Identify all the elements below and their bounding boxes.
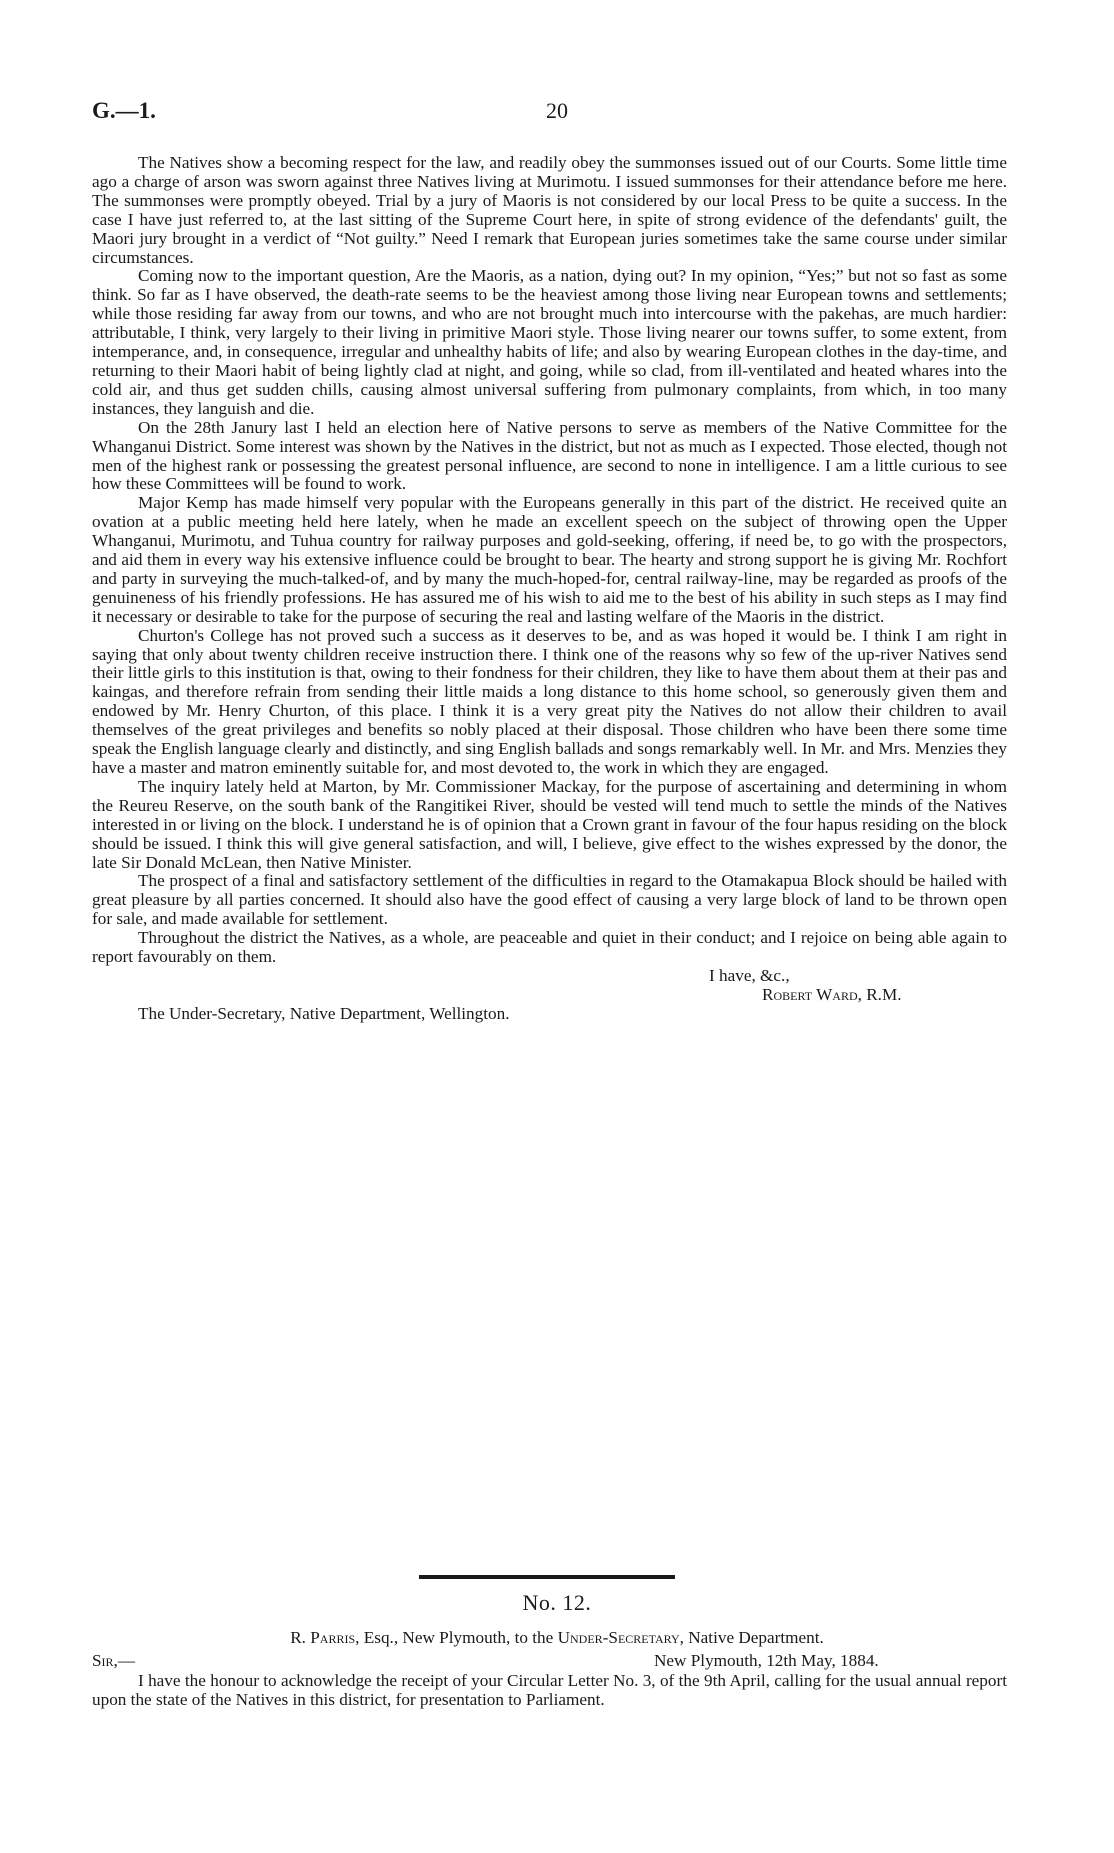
report-body [92, 154, 1007, 1024]
page-header [92, 98, 1022, 128]
signature-name: Robert Ward, R.M. [762, 984, 902, 1004]
heading-recipient: Under-Secretary [557, 1628, 680, 1647]
letter-body [92, 1652, 1007, 1710]
addressee-line: The Under-Secretary, Native Department, Wellington. [138, 1003, 510, 1023]
signature-closing: I have, &c., [709, 965, 790, 985]
paragraph-summonses: The Natives show a becoming respect for the law, and readily obey the summonses issued out of our Courts. Some little time ago a charge of arson was sworn against three Natives living at Murimotu. I issued summonses for their attendance before me here. The summonses were promptly obeyed. Trial by a jury of Maoris is not considered by our local Press to be quite a success. In the case I have just referred to, at the last sitting of the Supreme Court here, in spite of strong evidence of the defendants' guilt, the Maori jury brought in a verdict of “Not guilty.” Need I remark that European juries sometimes take the same course under similar circumstances. [92, 153, 1007, 267]
section-divider [419, 1575, 675, 1579]
letter-heading [0, 1628, 1114, 1648]
heading-end: , Native Department. [679, 1628, 824, 1647]
letter-header-line [92, 1652, 1007, 1672]
paragraph-churtons-college: Churton's College has not proved such a success as it deserves to be, and as was hoped it would be. I think I am right in saying that only about twenty children receive instruction there. I think one of the reasons why so few of the up-river Natives send their little girls to this institution is that, owing to their fondness for their children, they like to have them about them at their pas and kaingas, and therefore refrain from sending their little maids a long distance to this home school, so generously given them and endowed by Mr. Henry Churton, of this place. I think it is a very great pity the Natives do not allow their children to avail themselves of the great privileges and benefits so nobly placed at their disposal. Those children who have been there some time speak the English language clearly and distinctly, and sing English ballads and songs remarkably well. In Mr. and Mrs. Menzies they have a master and matron eminently suitable for, and most devoted to, the work in which they are engaged. [92, 625, 1007, 777]
salutation: Sir,— [92, 1651, 136, 1670]
paragraph-conclusion: Throughout the district the Natives, as a whole, are peaceable and quiet in their conduct; and I rejoice on being able again to report favourably on them. [92, 928, 1007, 967]
heading-middle: , Esq., New Plymouth, to the [355, 1628, 558, 1647]
paragraph-election: On the 28th Janury last I held an election here of Native persons to serve as members of the Native Committee for the Whanganui District. Some interest was shown by the Natives in the district, but not as much as I expected. Those elected, though not men of the highest rank or possessing the greatest personal influence, are second to none in intelligence. I am a little curious to see how these Committees will be found to work. [92, 417, 1007, 494]
paragraph-marton-inquiry: The inquiry lately held at Marton, by Mr. Commissioner Mackay, for the purpose of ascertaining and determining in whom the Reureu Reserve, on the south bank of the Rangitikei River, should be vested will tend much to settle the minds of the Natives interested in or living on the block. I understand he is of opinion that a Crown grant in favour of the four hapus residing on the block should be issued. I think this will give general satisfaction, and will, I believe, give effect to the wishes expressed by the donor, the late Sir Donald McLean, then Native Minister. [92, 776, 1007, 872]
heading-sender: R. Parris [290, 1628, 356, 1647]
letter-paragraph: I have the honour to acknowledge the receipt of your Circular Letter No. 3, of the 9th April, calling for the usual annual report upon the state of the Natives in this district, for presentation to Parliament. [92, 1671, 1007, 1709]
paragraph-major-kemp: Major Kemp has made himself very popular with the Europeans generally in this part of the district. He received quite an ovation at a public meeting held here lately, when he made an excellent speech on the subject of throwing open the Upper Whanganui, Murimotu, and Tuhua country for railway purposes and gold-seeking, offering, if need be, to go with the prospectors, and aid them in every way his extensive influence could be brought to bear. The hearty and strong support he is giving Mr. Rochfort and party in surveying the much-talked-of, and by many the much-hoped-for, central railway-line, may be regarded as proofs of the genuineness of his friendly professions. He has assured me of his wish to aid me to the best of his ability in such steps as I may find it necessary or desirable to take for the purpose of securing the real and lasting welfare of the Maoris in the district. [92, 493, 1007, 626]
page-number: 20 [546, 98, 568, 123]
document-reference: G.—1. [92, 98, 156, 123]
letter-dateline: New Plymouth, 12th May, 1884. [654, 1651, 879, 1670]
paragraph-otamakapua: The prospect of a final and satisfactory settlement of the difficulties in regard to the Otamakapua Block should be hailed with great pleasure by all parties concerned. It should also have the good effect of causing a very large block of land to be thrown open for sale, and made available for settlement. [92, 871, 1007, 929]
paragraph-dying-out: Coming now to the important question, Are the Maoris, as a nation, dying out? In my opinion, “Yes;” but not so fast as some think. So far as I have observed, the death-rate seems to be the heaviest among those living near European towns and settlements; while those residing far away from our towns, and who are not brought much into intercourse with the pakehas, are much hardier: attributable, I think, very largely to their living in primitive Maori style. Those living nearer our towns suffer, to some extent, from intemperance, and, in consequence, irregular and unhealthy habits of life; and also by wearing European clothes in the day-time, and returning to their Maori habit of being lightly clad at night, and going, while so clad, from ill-ventilated and heated whares into the cold air, and thus get sudden chills, causing almost universal suffering from pulmonary complaints, from which, in too many instances, they languish and die. [92, 266, 1007, 418]
section-number: No. 12. [522, 1590, 592, 1615]
